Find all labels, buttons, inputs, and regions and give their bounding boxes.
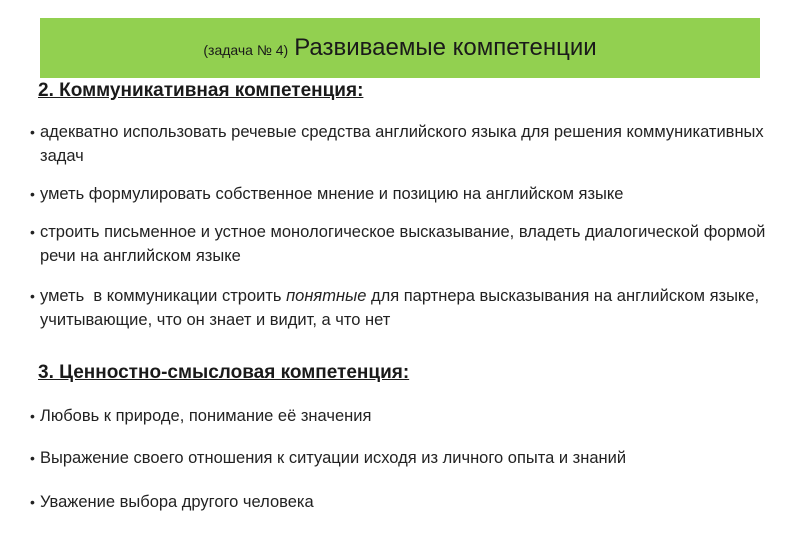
- section-heading-value: 3. Ценностно-смысловая компетенция:: [38, 362, 410, 383]
- bullet-icon: •: [30, 494, 35, 510]
- list-item-text-italic: понятные: [286, 287, 367, 305]
- list-item-text-part: уметь в коммуникации строить: [40, 287, 287, 305]
- list-item-text: Любовь к природе, понимание её значения: [40, 407, 372, 425]
- title-bar: [40, 18, 760, 78]
- slide-title: Развиваемые компетенции: [294, 34, 597, 61]
- title-prefix: (задача № 4): [203, 42, 289, 58]
- bullet-icon: •: [30, 224, 35, 240]
- bullet-icon: •: [30, 288, 35, 304]
- list-item: [30, 220, 770, 268]
- list-item-text: Выражение своего отношения к ситуации исходя из личного опыта и знаний: [40, 449, 627, 467]
- list-item: [30, 404, 770, 428]
- bullet-icon: •: [30, 408, 35, 424]
- list-item-text: Уважение выбора другого человека: [40, 493, 314, 511]
- list-item: [30, 446, 770, 470]
- list-item-text: уметь формулировать собственное мнение и позицию на английском языке: [40, 185, 624, 203]
- bullet-icon: •: [30, 186, 35, 202]
- list-item: [30, 490, 770, 514]
- list-item-text: [40, 284, 770, 332]
- list-item-text-part: для партнера высказывания на английском языке, учитывающие, что он знает и видит, а что нет: [40, 287, 764, 329]
- list-item: [30, 284, 770, 332]
- list-item-text: адекватно использовать речевые средства английского языка для решения коммуникативных задач: [40, 123, 764, 165]
- bullet-icon: •: [30, 124, 35, 140]
- bullet-icon: •: [30, 450, 35, 466]
- section-heading-communicative: 2. Коммуникативная компетенция:: [38, 80, 364, 101]
- list-item: [30, 182, 770, 206]
- list-item: [30, 120, 770, 168]
- list-item-text: строить письменное и устное монологическое высказывание, владеть диалогической формой речи на английском языке: [40, 223, 766, 265]
